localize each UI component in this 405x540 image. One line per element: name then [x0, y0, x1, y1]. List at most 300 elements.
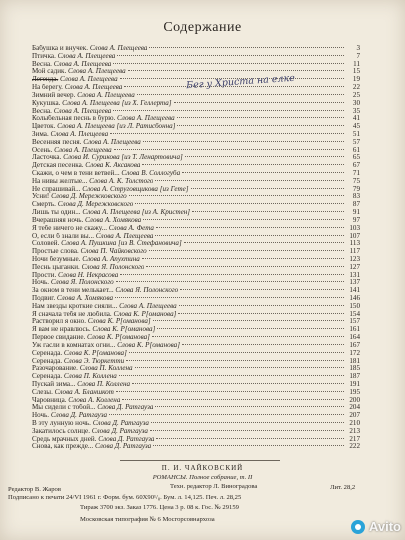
toc-entry: [32, 342, 360, 350]
toc-entry-title: Лишь ты один...: [32, 209, 81, 217]
toc-entry-title: На нивы желтые...: [32, 177, 88, 185]
toc-entry-author: Слова А. Плещеева: [119, 302, 177, 310]
toc-entry-text: [32, 233, 153, 241]
toc-entry-page: 161: [349, 325, 360, 334]
toc-entry-page: 217: [349, 434, 360, 443]
toc-entry-page: 222: [349, 442, 360, 451]
toc-entry-author: Слова Н. Некрасова: [58, 271, 119, 279]
toc-entry: [32, 373, 360, 381]
toc-entry: [32, 217, 360, 225]
toc-entry-author: Слова А. Струговщикова [из Гете]: [82, 185, 189, 193]
toc-entry-title: Уж гасли в комнатах огни...: [32, 341, 116, 349]
toc-entry-page: 30: [352, 98, 360, 107]
toc-entry: [32, 318, 360, 326]
toc-entry: [32, 209, 360, 217]
toc-leader-dots: [143, 141, 344, 142]
toc-entry-text: [32, 264, 144, 272]
toc-leader-dots: [129, 195, 344, 196]
toc-entry: [32, 248, 360, 256]
toc-entry-text: [32, 217, 141, 225]
toc-entry-author: Слова А. Плещеева: [59, 76, 118, 84]
toc-entry: [32, 358, 360, 366]
toc-entry: [32, 272, 360, 280]
toc-entry-author: Слова П. Коллена: [77, 380, 131, 388]
toc-entry-author: Слова А. Плещеева: [68, 68, 126, 76]
toc-entry-page: 185: [349, 364, 360, 373]
toc-leader-dots: [135, 367, 344, 368]
toc-entry-text: [32, 84, 122, 92]
table-of-contents: [32, 45, 360, 451]
toc-leader-dots: [135, 203, 344, 204]
toc-entry-page: 181: [349, 356, 360, 365]
toc-leader-dots: [182, 172, 344, 173]
toc-entry-author: Слова А. Пушкина [из В. Стефановича]: [61, 240, 182, 248]
toc-entry-text: [32, 334, 150, 342]
toc-entry-page: 75: [352, 176, 360, 185]
toc-entry-page: 57: [352, 137, 360, 146]
toc-entry: [32, 443, 360, 451]
toc-entry-title: Кукушка.: [32, 99, 61, 107]
toc-entry-page: 61: [352, 145, 360, 154]
toc-entry-author: Слова П. Чайковского: [80, 248, 147, 256]
toc-entry-text: [32, 123, 175, 131]
toc-entry-title: Весенняя песня.: [32, 138, 82, 146]
toc-entry-page: 87: [352, 200, 360, 209]
toc-entry-text: [32, 311, 176, 319]
toc-entry-title: Весна.: [32, 60, 52, 68]
toc-entry-page: 25: [352, 90, 360, 99]
toc-entry-page: 164: [349, 333, 360, 342]
toc-leader-dots: [157, 328, 344, 329]
toc-entry: [32, 334, 360, 342]
toc-entry: [32, 365, 360, 373]
toc-leader-dots: [192, 211, 344, 212]
toc-entry-author: Слова А. Плещеева: [53, 60, 112, 68]
toc-entry-page: 167: [349, 340, 360, 349]
toc-entry-author: Слова Д. Ратгауза: [97, 404, 154, 412]
toc-entry: [32, 147, 360, 155]
toc-entry-title: Средь мрачных дней.: [32, 435, 97, 443]
toc-leader-dots: [115, 297, 344, 298]
toc-entry-page: 19: [352, 75, 360, 84]
toc-leader-dots: [119, 375, 344, 376]
toc-entry: [32, 170, 360, 178]
toc-entry: [32, 53, 360, 61]
toc-leader-dots: [113, 63, 344, 64]
toc-entry-page: 107: [349, 231, 360, 240]
toc-entry-title: Детская песенка.: [32, 162, 84, 170]
toc-entry-author: Слова А. Плещеева [из А. Кристен]: [82, 209, 191, 217]
toc-entry-author: Слова К. Аксакова: [85, 162, 141, 170]
toc-entry-title: Серенада.: [32, 357, 63, 365]
toc-entry-author: Слова К. Р[оманова]: [87, 334, 150, 342]
toc-leader-dots: [152, 336, 344, 337]
toc-entry-title: Осень.: [32, 146, 53, 154]
toc-leader-dots: [153, 320, 344, 321]
colophon-press: Московская типография № 6 Мосгорсовнархоза: [80, 516, 215, 523]
toc-entry-text: [32, 115, 175, 123]
toc-entry-text: [32, 178, 153, 186]
toc-entry-author: Слова А. Плещеева: [83, 138, 141, 146]
toc-entry-text: [32, 131, 108, 139]
toc-leader-dots: [129, 352, 344, 353]
toc-leader-dots: [109, 414, 344, 415]
toc-leader-dots: [146, 266, 344, 267]
toc-entry-author: Слова Д. Ратгауза: [91, 427, 148, 435]
toc-entry-author: Слова А. Бланшкот: [54, 388, 114, 396]
toc-entry-text: [32, 209, 190, 217]
watermark-text: Avito: [368, 519, 401, 534]
toc-leader-dots: [182, 344, 344, 345]
toc-entry: [32, 45, 360, 53]
toc-entry: [32, 350, 360, 358]
toc-leader-dots: [156, 227, 344, 228]
toc-entry-title: Я сначала тебя не любила.: [32, 310, 112, 318]
toc-entry-page: 79: [352, 184, 360, 193]
toc-entry-author: Слова А. К. Толстого: [89, 177, 154, 185]
toc-entry-title: Весна.: [32, 107, 52, 115]
toc-entry-author: Слова А. Апухтина: [82, 255, 140, 263]
toc-entry-title: Цветок.: [32, 123, 56, 131]
toc-leader-dots: [155, 235, 344, 236]
toc-entry-text: [32, 326, 155, 334]
toc-leader-dots: [150, 430, 344, 431]
toc-entry-page: 123: [349, 254, 360, 263]
toc-entry-author: Слова А. Коллена: [68, 396, 121, 404]
toc-entry-title: Мы сидели с тобой...: [32, 404, 96, 412]
toc-entry-page: 3: [356, 44, 360, 52]
toc-entry-text: [32, 373, 117, 381]
toc-entry-title: Нам звезды кроткие сияли...: [32, 302, 118, 310]
toc-entry-author: Слова А. Плещеева: [77, 91, 135, 99]
toc-entry-author: Слова В. Соллогуба: [121, 170, 181, 177]
toc-entry-title: Не спрашивай...: [32, 185, 81, 193]
toc-entry-text: [32, 108, 111, 116]
toc-entry-title: Зимний вечер.: [32, 91, 76, 99]
toc-entry-page: 83: [352, 192, 360, 201]
toc-entry-title: Простые слова.: [32, 248, 79, 256]
toc-entry-text: [32, 272, 118, 280]
toc-entry-text: [32, 100, 172, 108]
toc-leader-dots: [149, 47, 344, 48]
toc-entry-author: Слова А. Хомякова: [56, 295, 114, 302]
toc-entry-page: 146: [349, 294, 360, 302]
toc-leader-dots: [116, 281, 344, 282]
toc-entry-title: За окном в тени мелькает...: [32, 287, 114, 295]
toc-entry-author: Слова И. Сурикова [из Т. Ленартовича]: [63, 154, 183, 162]
toc-entry-title: Бабушка и внучек.: [32, 45, 89, 52]
toc-entry-page: 210: [349, 419, 360, 427]
toc-entry-title: На берегу.: [32, 84, 63, 92]
toc-entry: [32, 311, 360, 319]
toc-leader-dots: [132, 383, 344, 384]
toc-entry: [32, 264, 360, 272]
toc-entry-author: Слова К. Р[оманова]: [117, 341, 180, 349]
toc-entry-text: [32, 412, 107, 420]
toc-entry-page: 187: [349, 372, 360, 381]
toc-entry-page: 7: [356, 51, 360, 60]
toc-leader-dots: [178, 313, 344, 314]
toc-entry-page: 191: [349, 379, 360, 388]
toc-entry-author: Слова А. Плещеева [из Л. Ратисбонна]: [57, 123, 176, 131]
toc-leader-dots: [114, 149, 344, 150]
toc-entry: [32, 303, 360, 311]
toc-entry-page: 11: [353, 59, 360, 68]
toc-entry: [32, 162, 360, 170]
toc-entry-text: [32, 240, 182, 248]
toc-leader-dots: [126, 360, 344, 361]
toc-entry: [32, 287, 360, 295]
toc-entry: [32, 61, 360, 69]
toc-entry-title: Ночи безумные.: [32, 255, 81, 263]
toc-entry-text: [32, 303, 177, 311]
toc-entry-page: 213: [349, 426, 360, 435]
toc-entry-text: [32, 365, 133, 373]
toc-entry: [32, 123, 360, 131]
toc-leader-dots: [184, 242, 344, 243]
divider: [120, 460, 280, 461]
toc-entry-title: Пускай зима...: [32, 380, 76, 388]
toc-entry-text: [32, 381, 130, 389]
toc-leader-dots: [142, 164, 344, 165]
toc-entry-text: [32, 61, 111, 69]
toc-entry-page: 204: [349, 403, 360, 412]
toc-entry-title: Песнь цыганки.: [32, 263, 80, 271]
toc-entry-page: 117: [349, 247, 360, 256]
toc-entry-author: Слова П. Коллена: [79, 365, 133, 373]
toc-entry-author: Слова К. Р[оманова]: [87, 318, 151, 326]
toc-entry-title: Разочарование.: [32, 365, 78, 373]
toc-entry-title: Ночь.: [32, 279, 50, 287]
toc-entry-page: 22: [352, 83, 360, 92]
toc-entry-author: Слова Д. Мережковского: [51, 193, 127, 201]
toc-entry-author: Слова Д. Ратгауза: [50, 412, 108, 420]
toc-entry-text: [32, 162, 140, 170]
toc-leader-dots: [155, 406, 344, 407]
toc-entry-title: Закатилось солнце.: [32, 427, 90, 435]
toc-leader-dots: [110, 133, 344, 134]
toc-entry-text: [32, 397, 120, 405]
toc-entry-page: 127: [349, 262, 360, 271]
toc-entry-page: 113: [349, 239, 360, 248]
toc-entry-author: Слова А. Хомякова: [85, 216, 142, 224]
toc-leader-dots: [185, 156, 344, 157]
toc-entry-title: О, если б знали вы...: [32, 232, 94, 240]
toc-entry-text: [32, 318, 151, 326]
toc-leader-dots: [117, 55, 344, 56]
toc-leader-dots: [191, 188, 345, 189]
toc-entry-text: [32, 139, 141, 147]
toc-leader-dots: [177, 125, 344, 126]
toc-entry-page: 150: [349, 301, 360, 310]
toc-entry-author: Слова А. Плещеева: [89, 45, 148, 52]
colophon-editor: Редактор В. Жаров: [8, 486, 61, 493]
toc-entry-author: Слова А. Плещеева [из X. Геллерта]: [62, 99, 172, 107]
toc-entry: [32, 178, 360, 186]
toc-entry-author: Слова Я. Полонского: [81, 263, 145, 271]
toc-entry-page: 195: [349, 387, 360, 396]
toc-entry: [32, 225, 360, 233]
toc-leader-dots: [151, 422, 344, 423]
toc-entry-text: [32, 389, 114, 397]
toc-entry-title: Птичка.: [32, 52, 56, 60]
toc-entry-page: 137: [349, 278, 360, 287]
toc-leader-dots: [149, 250, 344, 251]
toc-leader-dots: [179, 305, 344, 306]
toc-entry-page: 71: [352, 169, 360, 177]
toc-entry-text: [32, 170, 180, 178]
toc-entry-author: Слова Д. Мережковского: [57, 201, 134, 209]
toc-leader-dots: [174, 102, 344, 103]
toc-entry-author: Слова А. Плещеева: [50, 130, 109, 138]
toc-entry-title: Зима.: [32, 130, 49, 138]
toc-entry-page: 35: [352, 106, 360, 115]
toc-entry-page: 67: [352, 161, 360, 170]
toc-entry-author: Слова Д. Ратгауза: [92, 420, 149, 427]
toc-leader-dots: [120, 274, 344, 275]
toc-entry-page: 45: [352, 122, 360, 131]
toc-entry: [32, 131, 360, 139]
toc-entry: [32, 420, 360, 428]
toc-entry-author: Слова А. Фета: [108, 224, 154, 232]
toc-entry-author: Слова Я. Полонского: [115, 287, 179, 295]
toc-entry-page: 15: [352, 67, 360, 76]
toc-entry-title: Смерть.: [32, 201, 56, 209]
toc-entry-author: Слова К. Р[оманова]: [113, 310, 177, 318]
toc-entry-page: 97: [352, 215, 360, 224]
toc-entry-text: [32, 193, 127, 201]
toc-entry: [32, 108, 360, 116]
toc-entry-text: [32, 225, 154, 233]
toc-entry-title: Ночь.: [32, 412, 50, 420]
toc-entry-title: Я тебе ничего не скажу...: [32, 224, 107, 232]
toc-entry-title: Снова, как прежде...: [32, 443, 94, 451]
toc-entry-title: Скажи, о чем в тени ветвей...: [32, 170, 120, 177]
toc-entry-author: Слова А. Плещеева: [95, 232, 154, 240]
toc-entry-page: 103: [349, 223, 360, 232]
toc-entry-title: Серенада.: [32, 349, 63, 357]
colophon-work: РОМАНСЫ. Полное собрание, т. II: [152, 474, 253, 481]
toc-entry-page: 51: [352, 129, 360, 138]
toc-entry-title: Подвиг.: [32, 295, 56, 302]
toc-entry-author: Слова К. Р[оманова]: [63, 349, 127, 357]
toc-entry-author: Слова Д. Ратгауза: [95, 443, 152, 451]
toc-entry-author: Слова А. Плещеева: [53, 107, 112, 115]
colophon-tech-editor: Техн. редактор Л. Виноградова: [170, 483, 258, 490]
toc-entry-title: Ласточка.: [32, 154, 62, 162]
toc-entry: [32, 428, 360, 436]
toc-entry: [32, 279, 360, 287]
toc-entry: [32, 139, 360, 147]
toc-entry-author: Слова А. Плещеева: [64, 84, 123, 92]
toc-entry-author: Слова Я. Полонского: [50, 279, 114, 287]
toc-leader-dots: [137, 94, 344, 95]
toc-entry-text: [32, 420, 149, 428]
toc-entry: [32, 154, 360, 162]
toc-entry: [32, 381, 360, 389]
toc-entry-author: Слова А. Плещеева: [54, 146, 112, 154]
toc-entry: [32, 404, 360, 412]
colophon-signed: Подписано к печати 24/VI 1961 г. Форм. бум. 60Х90¹/₈. Бум. л. 14,125. Печ. л. 28,25: [8, 494, 242, 501]
toc-entry-text: [32, 342, 180, 350]
toc-entry-page: 91: [352, 208, 360, 217]
toc-entry-text: [32, 287, 178, 295]
toc-leader-dots: [155, 180, 344, 181]
toc-entry-page: 200: [349, 395, 360, 404]
toc-entry-text: [32, 443, 151, 451]
toc-entry-title: В эту лунную ночь.: [32, 420, 91, 427]
toc-leader-dots: [153, 445, 344, 446]
toc-entry: [32, 193, 360, 201]
toc-entry-text: [32, 428, 148, 436]
toc-entry-page: 131: [349, 270, 360, 279]
toc-entry: [32, 115, 360, 123]
toc-entry-text: [32, 358, 124, 366]
toc-entry-title: Серенада.: [32, 373, 63, 381]
toc-entry: [32, 397, 360, 405]
toc-entry-page: 41: [352, 114, 360, 123]
toc-entry-text: [32, 248, 147, 256]
toc-entry: [32, 233, 360, 241]
toc-entry-text: [32, 147, 112, 155]
colophon-circulation: Тираж 3700 экз. Заказ 1776. Цена 3 р. 08 к. Гос. № 29159: [80, 504, 239, 511]
toc-entry-page: 65: [352, 153, 360, 162]
toc-entry-text: [32, 92, 135, 100]
toc-entry: [32, 100, 360, 108]
toc-leader-dots: [177, 117, 344, 118]
toc-entry-title: Чаровница.: [32, 396, 67, 404]
toc-entry-text: [32, 154, 183, 162]
toc-leader-dots: [143, 219, 344, 220]
toc-entry: [32, 389, 360, 397]
toc-entry-author: Слова А. Плещеева: [117, 115, 175, 123]
toc-entry-text: [32, 68, 126, 76]
colophon-price: Лит. 28,2: [330, 484, 356, 491]
toc-entry: [32, 256, 360, 264]
toc-entry-title: Легенда.: [32, 76, 59, 84]
toc-entry-text: [32, 201, 133, 209]
toc-entry-text: [32, 186, 189, 194]
toc-entry-text: [32, 350, 127, 358]
toc-entry-author: Слова Э. Тюркетти: [63, 357, 125, 365]
toc-entry-text: [32, 436, 154, 444]
toc-leader-dots: [156, 438, 344, 439]
toc-entry-title: Слезы.: [32, 388, 53, 396]
toc-entry-author: Слова А. Плещеева: [57, 52, 116, 60]
colophon-composer: П. И. ЧАЙКОВСКИЙ: [161, 464, 244, 472]
toc-entry-title: Первое свидание.: [32, 334, 86, 342]
toc-entry-title: Мой садик.: [32, 68, 67, 76]
toc-entry-page: 141: [349, 286, 360, 295]
toc-leader-dots: [113, 110, 344, 111]
toc-entry-author: Слова К. Р[оманова]: [92, 326, 156, 334]
toc-entry-text: [32, 45, 147, 53]
toc-entry-text: [32, 256, 140, 264]
toc-entry: [32, 201, 360, 209]
toc-entry-author: Слова Д. Ратгауза: [98, 435, 155, 443]
toc-entry: [32, 436, 360, 444]
toc-entry-title: Вчерашняя ночь.: [32, 216, 84, 224]
toc-entry-author: Слова П. Коллена: [63, 373, 117, 381]
toc-entry-text: [32, 53, 115, 61]
watermark: [351, 519, 401, 534]
toc-entry-page: 157: [349, 317, 360, 326]
toc-entry-title: Я вам не нравлюсь.: [32, 326, 91, 334]
page-title: Содержание: [163, 20, 242, 35]
toc-entry: [32, 326, 360, 334]
toc-entry-title: Растворил я окно.: [32, 318, 86, 326]
toc-entry: [32, 92, 360, 100]
